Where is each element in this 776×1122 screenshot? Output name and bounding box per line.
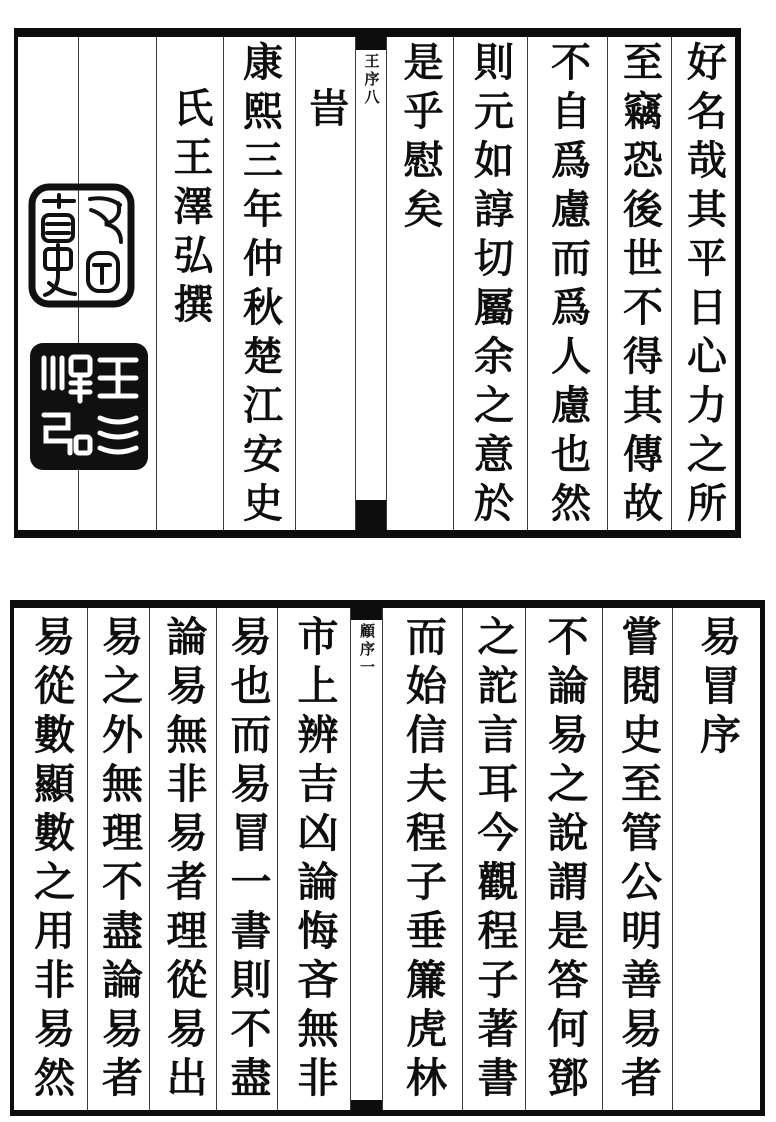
column-text: 不自爲慮而爲人慮也然 (544, 41, 592, 531)
column-text: 易之外無理不盡論易者 (95, 615, 143, 1105)
text-column (527, 37, 607, 530)
column-text: 則元如諄切屬余之意於 (467, 41, 515, 531)
top-page-block (14, 28, 741, 538)
shi-column (295, 37, 355, 530)
text-column (382, 608, 462, 1110)
shi-character: 旹 (302, 87, 350, 136)
text-column (149, 608, 216, 1110)
column-text: 易也而易冒一書則不盡 (223, 615, 272, 1105)
banxin-column-top (355, 37, 386, 530)
text-column (525, 608, 602, 1110)
date-text: 康熙三年仲秋楚江安史 (236, 41, 284, 531)
text-column (216, 608, 277, 1110)
column-text: 嘗閱史至管公明善易者 (614, 615, 662, 1105)
banxin-black-bar-top (351, 608, 382, 620)
text-column (462, 608, 525, 1110)
column-text: 好名哉其平日心力之所 (680, 41, 728, 531)
text-column (453, 37, 527, 530)
black-seal-stamp (30, 343, 148, 470)
banxin-column-bottom (350, 608, 382, 1110)
text-column (277, 608, 350, 1110)
column-text: 市上辨吉凶論悔吝無非 (290, 615, 339, 1105)
text-column (671, 37, 735, 530)
title-column (672, 608, 760, 1110)
column-text: 是乎慰矣 (397, 41, 444, 237)
column-text: 易從數顯數之用非易然 (27, 615, 75, 1105)
banxin-black-bar-bottom (351, 1100, 382, 1110)
banxin-folio-label: 顧序一 (358, 623, 376, 677)
banxin-black-bar-top (356, 37, 386, 50)
column-text: 不論易之說謂是答何鄧 (540, 615, 589, 1105)
text-column (386, 37, 453, 530)
column-text: 之詑言耳今觀程子著書 (470, 615, 519, 1105)
bottom-page-block (10, 600, 765, 1116)
column-text: 至竊恐後世不得其傳故 (616, 41, 664, 531)
banxin-black-bar-bottom (356, 500, 386, 530)
text-column (607, 37, 671, 530)
date-column (223, 37, 295, 530)
black-seal-art (30, 343, 148, 470)
outline-seal-stamp (28, 183, 135, 308)
outline-seal-art (28, 183, 135, 308)
text-column (14, 608, 87, 1110)
signature-text: 氏王澤弘撰 (167, 87, 214, 332)
column-text: 而始信夫程子垂簾虎林 (399, 615, 447, 1105)
text-column (87, 608, 149, 1110)
text-column (602, 608, 672, 1110)
column-text: 論易無非易者理從易出 (159, 615, 208, 1105)
section-title: 易冒序 (693, 615, 741, 762)
banxin-folio-label: 王序八 (362, 53, 381, 107)
signature-column (156, 37, 223, 530)
